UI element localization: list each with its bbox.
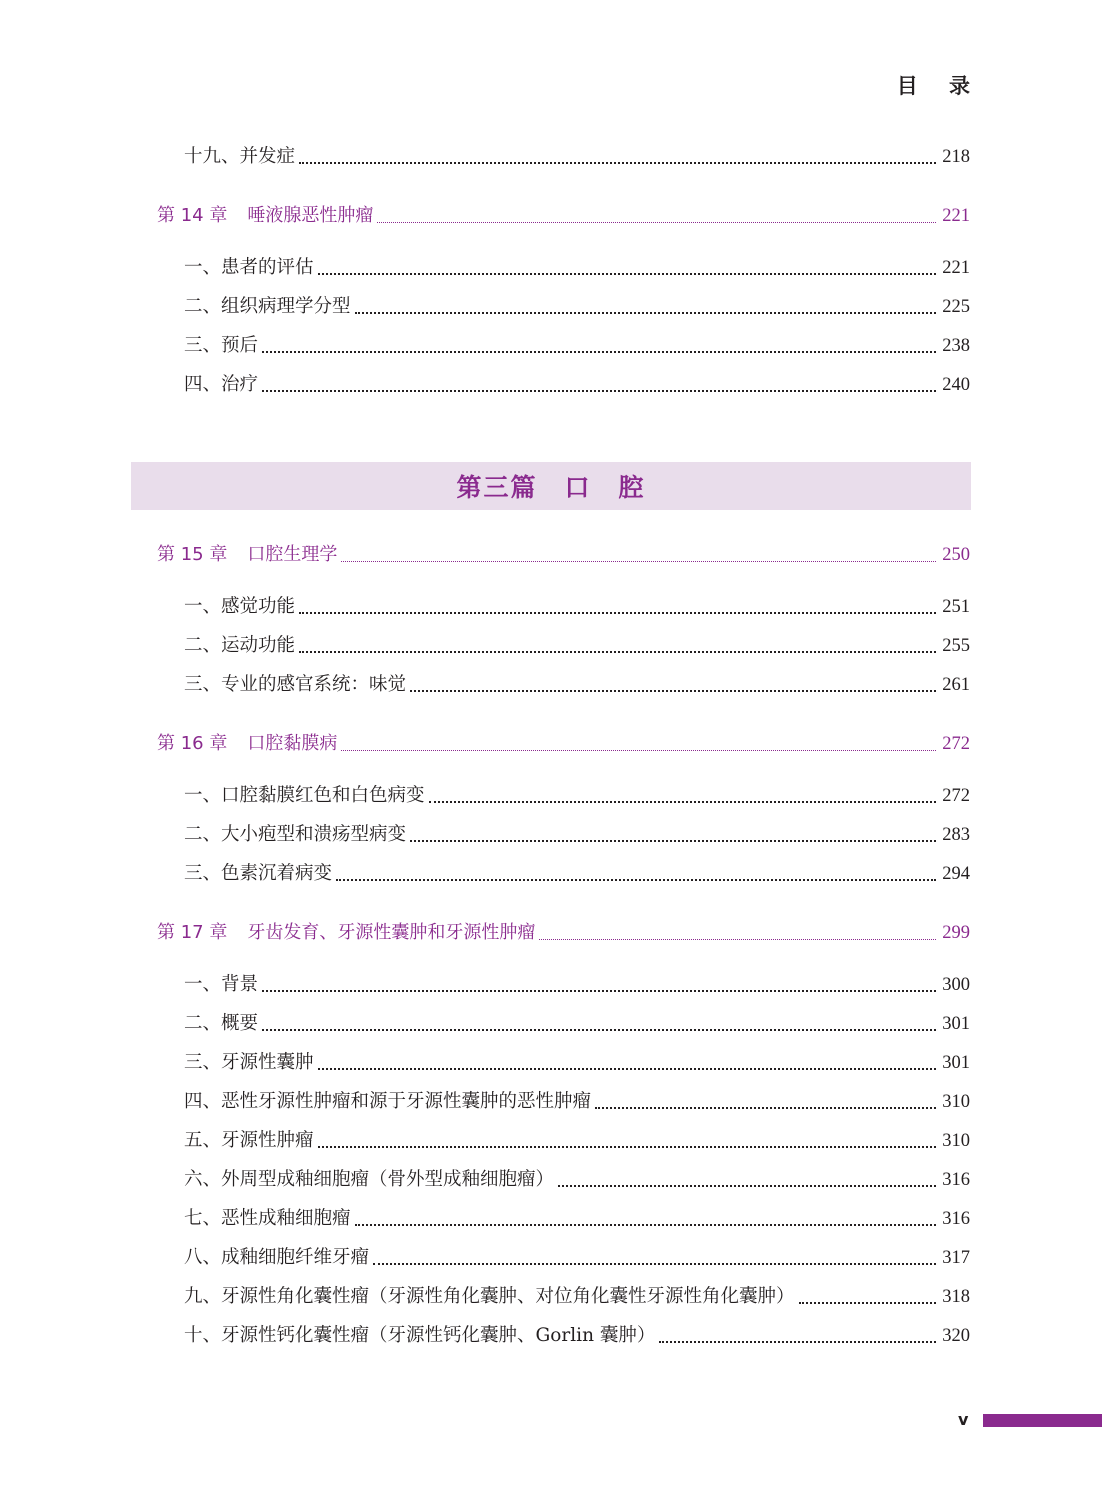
chapter-number: 第 16 章 <box>157 733 228 754</box>
toc-entry-page: 218 <box>942 147 970 167</box>
toc-entry[interactable] <box>184 252 970 282</box>
toc-entry-page: 283 <box>942 825 970 845</box>
toc-entry[interactable] <box>184 1008 970 1038</box>
leader-dots <box>262 350 936 353</box>
toc-entry[interactable] <box>184 969 970 999</box>
toc-entry[interactable] <box>184 1203 970 1233</box>
toc-entry-page: 310 <box>942 1131 970 1151</box>
toc-entry-label: 三、专业的感官系统：味觉 <box>184 674 407 695</box>
toc-entry-page: 320 <box>942 1326 970 1346</box>
leader-dots <box>410 839 936 842</box>
leader-dots <box>299 161 936 164</box>
leader-dots <box>355 311 937 314</box>
toc-entry[interactable] <box>184 1047 970 1077</box>
toc-entry[interactable] <box>184 1242 970 1272</box>
toc-entry-page: 238 <box>942 336 970 356</box>
toc-entry-page: 251 <box>942 597 970 617</box>
leader-dots <box>410 689 936 692</box>
toc-entry-label: 八、成釉细胞纤维牙瘤 <box>184 1247 370 1268</box>
toc-entry[interactable] <box>184 1320 970 1350</box>
toc-entry-label: 六、外周型成釉细胞瘤（骨外型成釉细胞瘤） <box>184 1169 555 1190</box>
toc-entry-label: 四、恶性牙源性肿瘤和源于牙源性囊肿的恶性肿瘤 <box>184 1091 592 1112</box>
leader-dots <box>659 1340 936 1343</box>
chapter-page: 299 <box>942 923 970 943</box>
toc-entry-label: 二、大小疱型和溃疡型病变 <box>184 824 407 845</box>
leader-dots <box>355 1223 937 1226</box>
leader-dots <box>341 560 936 562</box>
chapter-title: 唾液腺恶性肿瘤 <box>247 205 374 226</box>
toc-entry-page: 310 <box>942 1092 970 1112</box>
part-title: 第三篇 口 腔 <box>456 473 646 502</box>
leader-dots <box>341 749 936 751</box>
toc-entry-page: 294 <box>942 864 970 884</box>
toc-entry-page: 316 <box>942 1209 970 1229</box>
toc-entry-label: 三、预后 <box>184 335 259 356</box>
toc-entry-page: 316 <box>942 1170 970 1190</box>
leader-dots <box>429 800 937 803</box>
footer-accent-bar <box>983 1414 1102 1427</box>
toc-entry[interactable] <box>184 1125 970 1155</box>
toc-entry-page: 318 <box>942 1287 970 1307</box>
toc-entry[interactable] <box>184 1086 970 1116</box>
toc-entry-label: 三、色素沉着病变 <box>184 863 333 884</box>
leader-dots <box>377 221 936 223</box>
chapter-page: 272 <box>942 734 970 754</box>
leader-dots <box>318 1067 937 1070</box>
leader-dots <box>262 389 936 392</box>
leader-dots <box>318 1145 937 1148</box>
toc-entry-page: 221 <box>942 258 970 278</box>
toc-entry-page: 317 <box>942 1248 970 1268</box>
toc-entry[interactable] <box>184 630 970 660</box>
toc-entry[interactable] <box>184 369 970 399</box>
toc-entry-label: 三、牙源性囊肿 <box>184 1052 314 1073</box>
toc-entry-page: 300 <box>942 975 970 995</box>
toc-entry-page: 272 <box>942 786 970 806</box>
chapter-page: 250 <box>942 545 970 565</box>
chapter-number: 第 14 章 <box>157 205 228 226</box>
leader-dots <box>299 650 936 653</box>
part-banner <box>131 462 971 510</box>
leader-dots <box>595 1106 936 1109</box>
leader-dots <box>558 1184 936 1187</box>
toc-chapter-15[interactable] <box>157 539 970 569</box>
page-number: v <box>958 1410 969 1429</box>
toc-entry-label: 二、组织病理学分型 <box>184 296 351 317</box>
leader-dots <box>336 878 936 881</box>
toc-entry[interactable] <box>184 780 970 810</box>
toc-entry-label: 一、口腔黏膜红色和白色病变 <box>184 785 425 806</box>
toc-entry[interactable] <box>184 1164 970 1194</box>
toc-entry[interactable] <box>184 330 970 360</box>
toc-entry[interactable] <box>184 819 970 849</box>
toc-entry[interactable] <box>184 291 970 321</box>
chapter-title: 口腔黏膜病 <box>247 733 338 754</box>
toc-entry[interactable] <box>184 858 970 888</box>
toc-entry-page: 225 <box>942 297 970 317</box>
toc-entry-label: 二、运动功能 <box>184 635 296 656</box>
toc-chapter-16[interactable] <box>157 728 970 758</box>
leader-dots <box>262 989 936 992</box>
leader-dots <box>262 1028 936 1031</box>
chapter-page: 221 <box>942 206 970 226</box>
toc-entry-label: 一、感觉功能 <box>184 596 296 617</box>
chapter-title: 口腔生理学 <box>247 544 338 565</box>
toc-entry-label: 十、牙源性钙化囊性瘤（牙源性钙化囊肿、Gorlin 囊肿） <box>184 1325 656 1346</box>
chapter-number: 第 17 章 <box>157 922 228 943</box>
toc-entry-label: 二、概要 <box>184 1013 259 1034</box>
toc-entry-page: 301 <box>942 1014 970 1034</box>
leader-dots <box>299 611 936 614</box>
toc-entry-page: 301 <box>942 1053 970 1073</box>
leader-dots <box>373 1262 936 1265</box>
toc-entry[interactable] <box>184 1281 970 1311</box>
toc-entry[interactable] <box>184 591 970 621</box>
toc-entry-label: 十九、并发症 <box>184 146 296 167</box>
leader-dots <box>539 938 936 940</box>
toc-entry-page: 255 <box>942 636 970 656</box>
toc-chapter-14[interactable] <box>157 200 970 230</box>
toc-entry-label: 一、患者的评估 <box>184 257 314 278</box>
toc-entry-label: 四、治疗 <box>184 374 259 395</box>
toc-entry-page: 261 <box>942 675 970 695</box>
toc-entry-page: 240 <box>942 375 970 395</box>
chapter-number: 第 15 章 <box>157 544 228 565</box>
toc-entry[interactable] <box>184 141 970 171</box>
toc-entry[interactable] <box>184 669 970 699</box>
chapter-title: 牙齿发育、牙源性囊肿和牙源性肿瘤 <box>247 922 536 943</box>
toc-chapter-17[interactable] <box>157 917 970 947</box>
toc-entry-label: 七、恶性成釉细胞瘤 <box>184 1208 351 1229</box>
leader-dots <box>799 1301 937 1304</box>
toc-entry-label: 九、牙源性角化囊性瘤（牙源性角化囊肿、对位角化囊性牙源性角化囊肿） <box>184 1286 795 1307</box>
page-header-title: 目 录 <box>896 74 982 98</box>
leader-dots <box>318 272 937 275</box>
toc-entry-label: 五、牙源性肿瘤 <box>184 1130 314 1151</box>
toc-entry-label: 一、背景 <box>184 974 259 995</box>
